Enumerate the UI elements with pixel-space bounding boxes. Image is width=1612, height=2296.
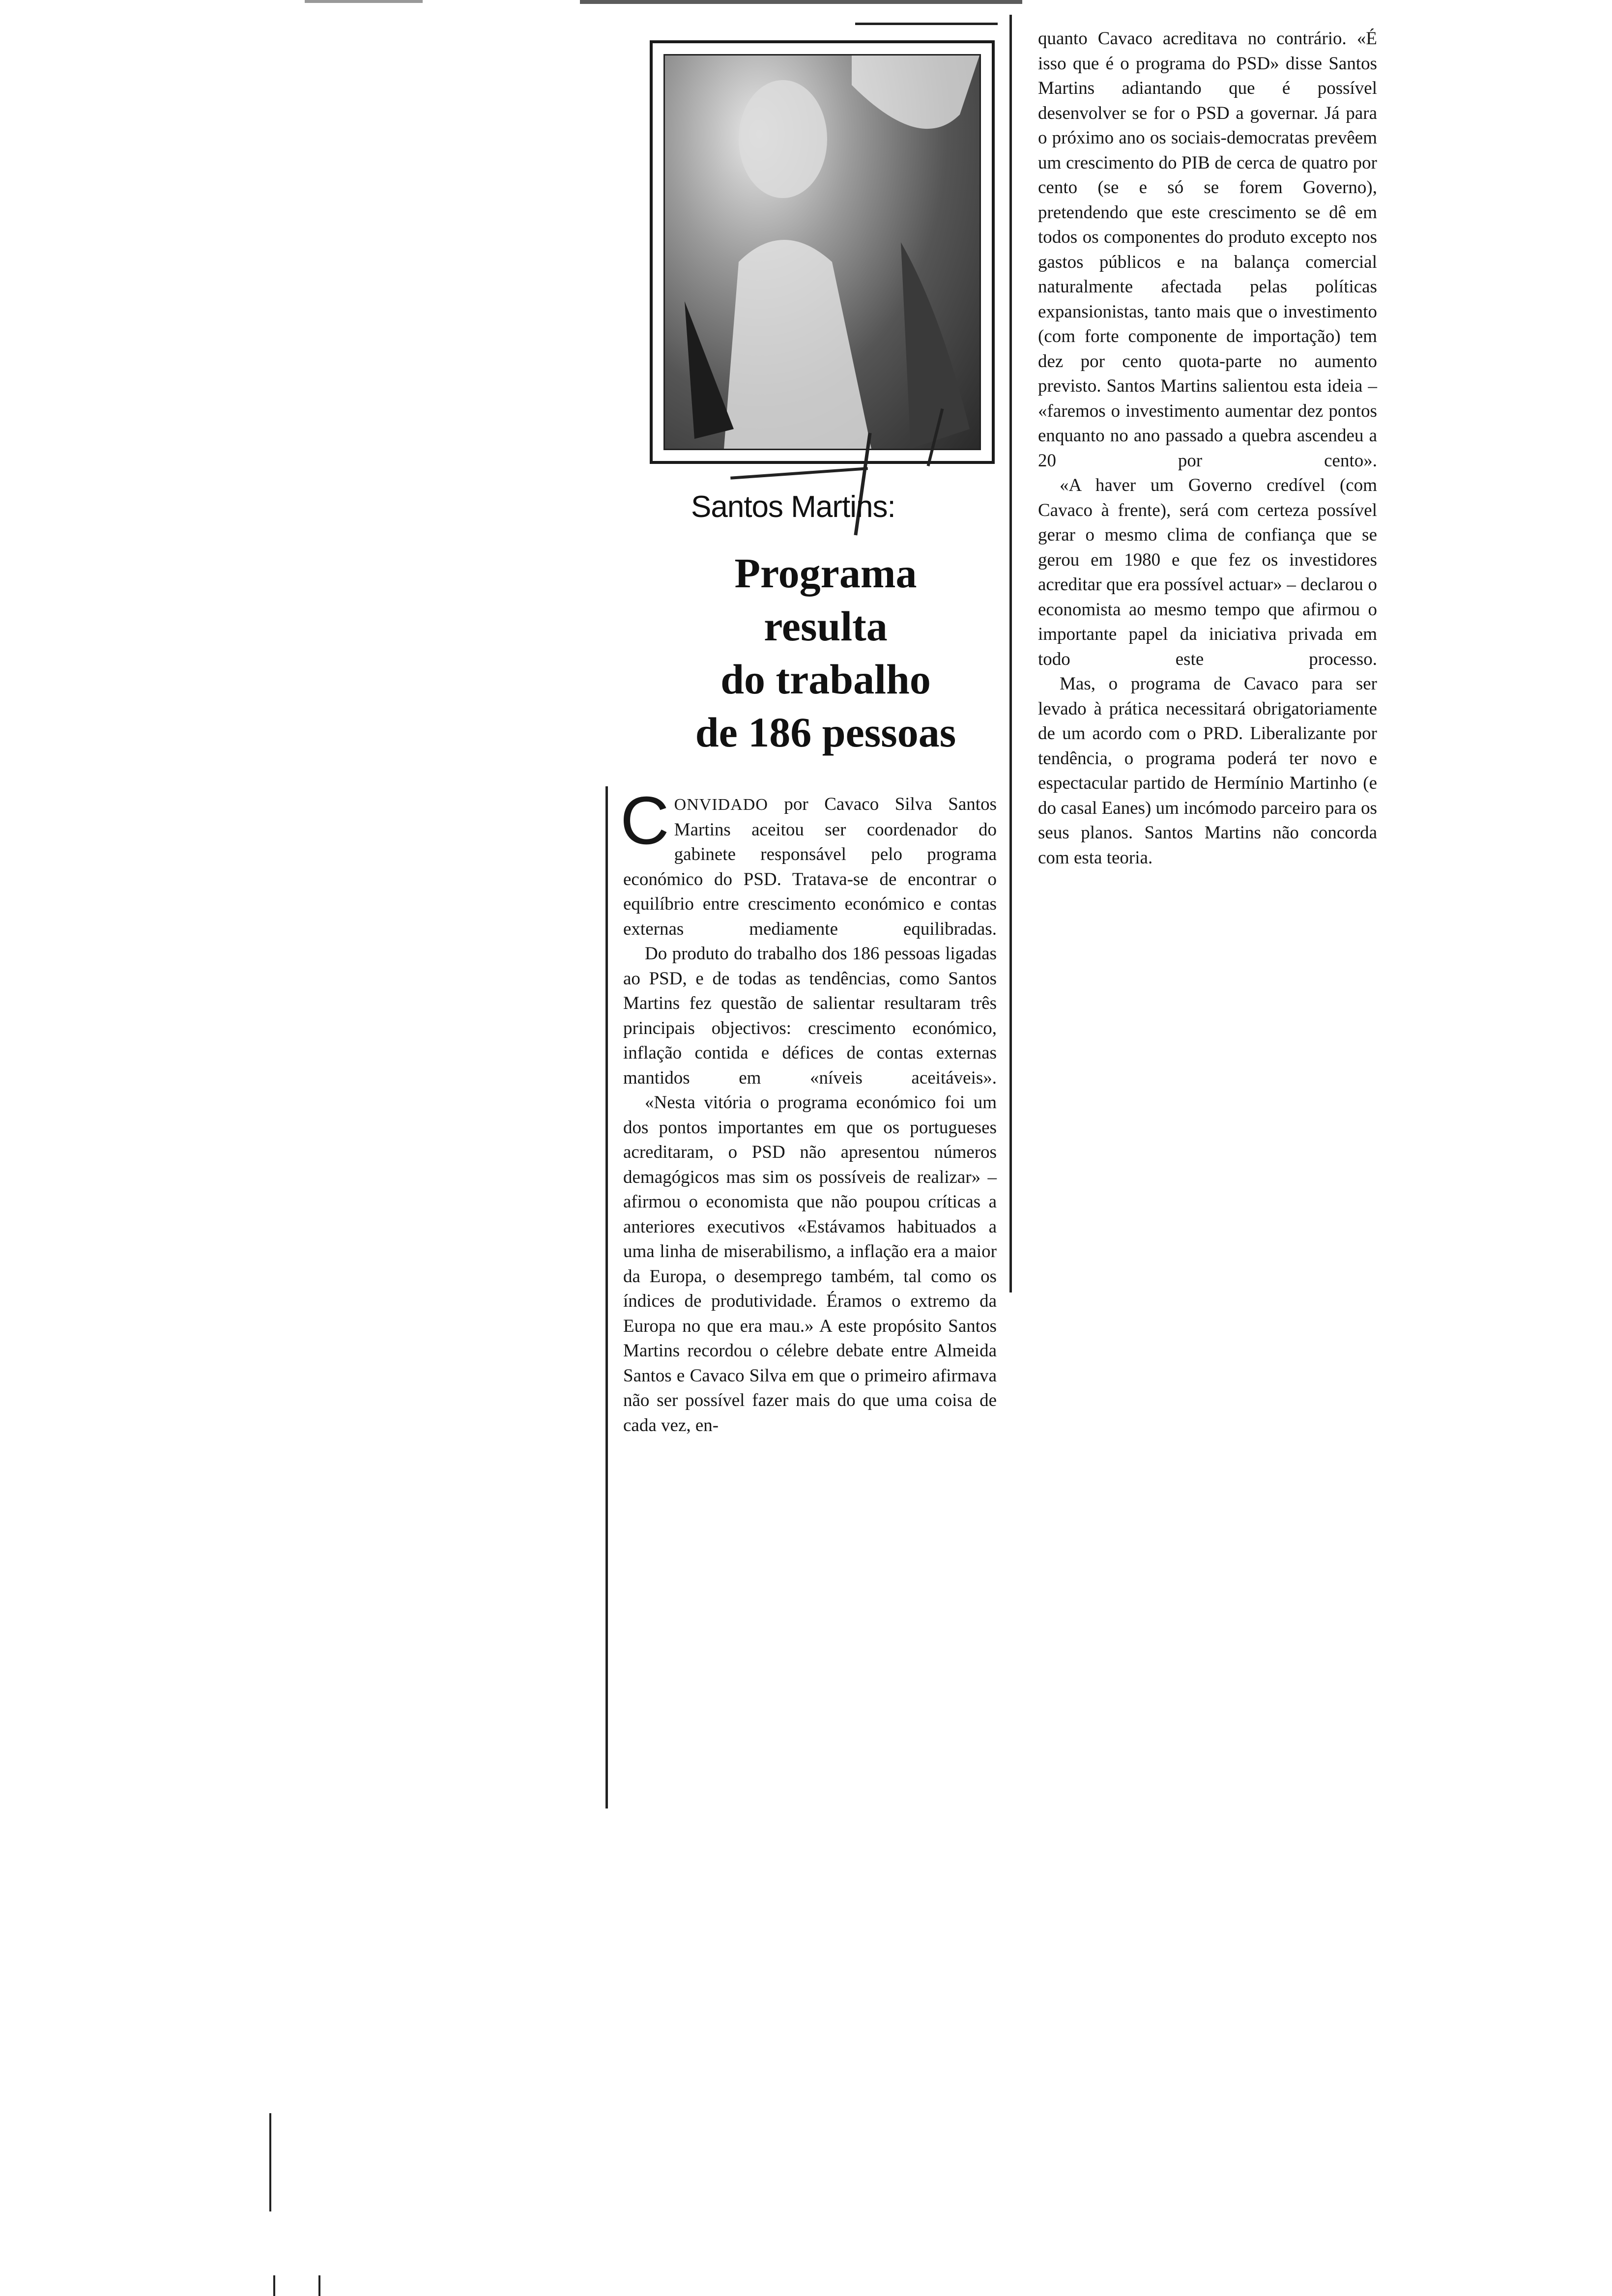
photo-image: [663, 54, 981, 450]
headline-line: resulta: [764, 603, 888, 650]
lead-paragraph: [620, 783, 997, 942]
headline-line: de 186 pessoas: [695, 709, 956, 756]
paragraph: Mas, o programa de Cavaco para ser levado à prática necessitará obrigatoriamente de um acordo com o PRD. Liberalizante por tendência, o programa poderá ter novo e espectacular partido de Hermínio Martinho (e do casal Eanes) um incómodo parceiro para os seus planos. Santos Martins não concorda com esta teoria.: [1038, 674, 1377, 868]
middle-column-rule: [1009, 15, 1012, 1292]
article-right-column: [1038, 27, 1377, 870]
top-scan-mark: [580, 0, 1022, 4]
headline: [639, 546, 1012, 759]
lead-caps: ONVIDADO: [674, 796, 768, 814]
top-scan-mark: [305, 0, 423, 3]
portrait-photo: [650, 40, 995, 464]
paragraph: Do produto do trabalho dos 186 pessoas ligadas ao PSD, e de todas as tendências, como Santos Martins fez questão de salientar resultaram três principais objectivos: crescimento económico, inflação contida e défices de contas externas mantidos em «níveis aceitáveis».: [623, 944, 997, 1088]
lead-text: por Cavaco Silva Santos Martins aceitou ser coordenador do gabinete responsável pelo programa económico do PSD. Tratava-se de encontrar o equilíbrio entre crescimento económico e contas externas mediamente equilibradas.: [623, 794, 997, 939]
article-left-column: [620, 783, 997, 1438]
dropcap: C: [620, 783, 669, 859]
photo-figure-shape: [665, 56, 979, 449]
left-column-rule: [605, 786, 608, 1808]
paragraph: quanto Cavaco acreditava no contrário. «É isso que é o programa do PSD» disse Santos Martins adiantando que é possível desenvolver se for o PSD a governar. Já para o próximo ano os sociais-democratas prevêem um crescimento do PIB de cerca de quatro por cento (se e só se forem Governo), pretendendo que este crescimento se dê em todos os componentes do produto excepto nos gastos públicos e na balança comercial naturalmente afectada pelas políticas expansionistas, tanto mais que o investimento (com forte componente de importação) tem dez por cento quota-parte no aumento previsto. Santos Martins salientou esta ideia – «faremos o investimento aumentar dez pontos enquanto no ano passado a quebra ascendeu a 20 por cento».: [1038, 29, 1377, 471]
headline-line: do trabalho: [720, 656, 931, 703]
edge-scan-mark: [273, 2275, 275, 2296]
caption-scribble: [730, 467, 868, 480]
paragraph: «Nesta vitória o programa económico foi um dos pontos importantes em que os portugueses acreditaram, o PSD não apresentou números demagógicos mas sim os possíveis de realizar» – afirmou o economista que não poupou críticas a anteriores executivos «Estávamos habituados a uma linha de miserabilismo, a inflação era a maior da Europa, o desemprego também, tal como os índices de produtividade. Éramos o extremo da Europa no que era mau.» A este propósito Santos Martins recordou o célebre debate entre Almeida Santos e Cavaco Silva em que o primeiro afirmava não ser possível fazer mais do que uma coisa de cada vez, en-: [623, 1092, 997, 1435]
edge-scan-mark: [269, 2113, 271, 2211]
headline-line: Programa: [734, 549, 917, 597]
paragraph: «A haver um Governo credível (com Cavaco à frente), será com certeza possível gerar o mesmo clima de confiança que se gerou em 1980 e que fez os investidores acreditar que era possível actuar» – declarou o economista ao mesmo tempo que afirmou o importante papel da iniciativa privada em todo este processo.: [1038, 475, 1377, 669]
edge-scan-mark: [318, 2275, 320, 2296]
top-rule: [855, 23, 998, 25]
photo-caption: Santos Martins:: [691, 490, 895, 524]
